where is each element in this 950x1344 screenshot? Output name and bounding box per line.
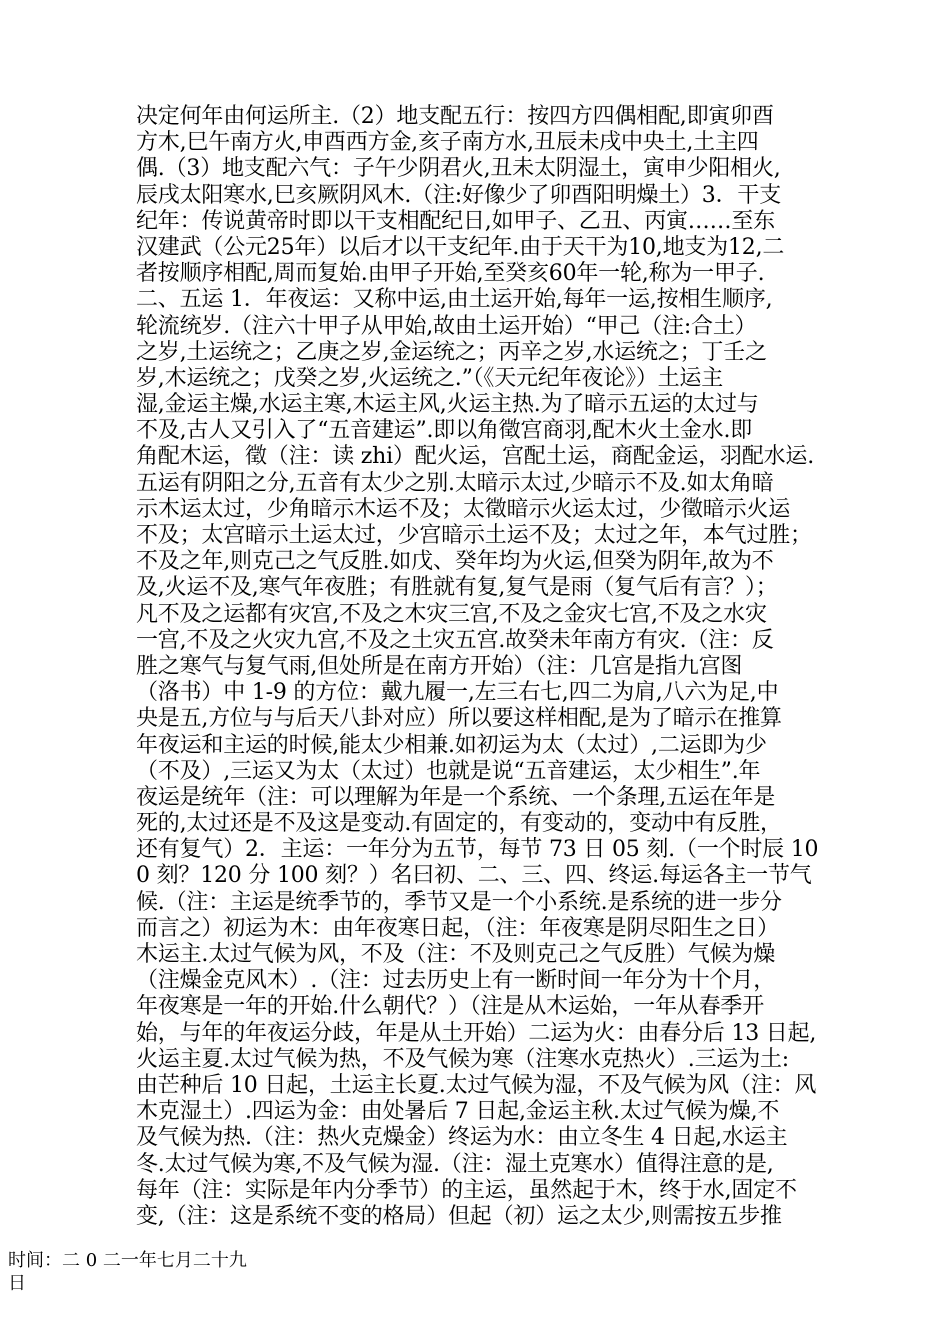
text-line: 火运主夏.太过气候为热，不及气候为寒（注寒水克热火）.三运为土: [136, 1046, 790, 1072]
text-line: 变,（注：这是系统不变的格局）但起（初）运之太少,则需按五步推 [136, 1203, 782, 1229]
text-line: 一宫,不及之火灾九宫,不及之土灾五宫.故癸未年南方有灾.（注：反 [136, 627, 774, 653]
text-line: 候.（注：主运是统季节的，季节又是一个小系统.是系统的进一步分 [136, 889, 782, 915]
text-line: 木克湿土）.四运为金：由处暑后 7 日起,金运主秋.太过气候为燥,不 [136, 1099, 780, 1125]
text-line: 及,火运不及,寒气年夜胜；有胜就有复,复气是雨（复气后有言？）； [136, 575, 778, 601]
document-body [136, 104, 819, 1230]
text-line: 偶.（3）地支配六气：子午少阴君火,丑未太阴湿土，寅申少阳相火, [136, 156, 781, 182]
text-line: 冬.太过气候为寒,不及气候为湿.（注：湿土克寒水）值得注意的是, [136, 1151, 774, 1177]
text-line: 岁,木运统之；戊癸之岁,火运统之.”（《天元纪年夜论》）土运主 [136, 365, 724, 391]
text-line: 而言之）初运为木：由年夜寒日起，（注：年夜寒是阴尽阳生之日） [136, 915, 780, 941]
text-line: 者按顺序相配,周而复始.由甲子开始,至癸亥60年一轮,称为一甲子. [136, 261, 765, 287]
text-line: （不及）,三运又为太（太过）也就是说“五音建运，太少相生”.年 [136, 758, 761, 784]
text-line: 决定何年由何运所主.（2）地支配五行：按四方四偶相配,即寅卯酉 [136, 104, 774, 129]
text-line: 还有复气）2．主运：一年分为五节，每节 73 日 05 刻.（一个时辰 10 [136, 837, 819, 863]
text-line: （洛书）中 1-9 的方位：戴九履一,左三右七,四二为肩,八六为足,中 [136, 680, 779, 706]
text-line: 湿,金运主燥,水运主寒,木运主风,火运主热.为了暗示五运的太过与 [136, 392, 759, 418]
text-line: 年夜寒是一年的开始.什么朝代？）（注是从木运始，一年从春季开 [136, 994, 764, 1020]
text-line: 不及之年,则克己之气反胜.如戊、癸年均为火运,但癸为阴年,故为不 [136, 549, 774, 575]
text-line: 年夜运和主运的时候,能太少相兼.如初运为太（太过）,二运即为少 [136, 732, 767, 758]
footer-date-line-1: 时间：二 0 二一年七月二十九 [8, 1250, 247, 1271]
text-line: 轮流统岁.（注六十甲子从甲始,故由土运开始）“甲己（注:合土） [136, 313, 757, 339]
text-line: 由芒种后 10 日起，土运主长夏.太过气候为湿，不及气候为风（注：风 [136, 1072, 817, 1098]
text-line: 凡不及之运都有灾宫,不及之木灾三宫,不及之金灾七宫,不及之水灾 [136, 601, 767, 627]
text-line: 角配木运，徵（注：读 zhi）配火运，宫配土运，商配金运，羽配水运. [136, 444, 814, 470]
text-line: 始，与年的年夜运分歧，年是从土开始）二运为火：由春分后 13 日起, [136, 1020, 817, 1046]
text-line: 汉建武（公元25年）以后才以干支纪年.由于天干为10,地支为12,二 [136, 234, 785, 260]
text-line: 辰戌太阳寒水,巳亥厥阴风木.（注:好像少了卯酉阳明燥土）3．干支 [136, 182, 781, 208]
text-line: 示木运太过，少角暗示木运不及；太徵暗示火运太过，少徵暗示火运 [136, 496, 791, 522]
text-line: （注燥金克风木）.（注：过去历史上有一断时间一年分为十个月， [136, 968, 775, 994]
text-line: 不及；太宫暗示土运太过，少宫暗示土运不及；太过之年，本气过胜； [136, 523, 812, 548]
text-line: 0 刻？120 分 100 刻？）名曰初、二、三、四、终运.每运各主一节气 [136, 863, 812, 889]
document-footer-date [8, 1249, 268, 1295]
text-line: 胜之寒气与复气雨,但处所是在南方开始）（注：几宫是指九宫图 [136, 653, 743, 679]
text-line: 二、五运 1．年夜运：又称中运,由土运开始,每年一运,按相生顺序, [136, 287, 773, 313]
text-line: 木运主.太过气候为风，不及（注：不及则克己之气反胜）气候为燥 [136, 942, 775, 967]
text-line: 夜运是统年（注：可以理解为年是一个系统、一个条理,五运在年是 [136, 784, 775, 810]
text-line: 之岁,土运统之；乙庚之岁,金运统之；丙辛之岁,水运统之；丁壬之 [136, 339, 767, 365]
text-line: 央是五,方位与与后天八卦对应）所以要这样相配,是为了暗示在推算 [136, 706, 782, 732]
text-line: 方木,巳午南方火,申酉西方金,亥子南方水,丑辰未戌中央土,土主四 [136, 130, 759, 156]
text-line: 不及,古人又引入了“五音建运”.即以角徵宫商羽,配木火土金水.即 [136, 418, 753, 444]
footer-date-line-2: 日 [8, 1273, 26, 1294]
text-line: 五运有阴阳之分,五音有太少之别.太暗示太过,少暗示不及.如太角暗 [136, 470, 774, 496]
text-line: 及气候为热.（注：热火克燥金）终运为水：由立冬生 4 日起,水运主 [136, 1125, 788, 1151]
text-line: 每年（注：实际是年内分季节）的主运，虽然起于木，终于水,固定不 [136, 1177, 797, 1203]
text-line: 纪年：传说黄帝时即以干支相配纪日,如甲子、乙丑、丙寅……至东 [136, 208, 775, 234]
text-line: 死的,太过还是不及这是变动.有固定的，有变动的，变动中有反胜， [136, 811, 782, 837]
